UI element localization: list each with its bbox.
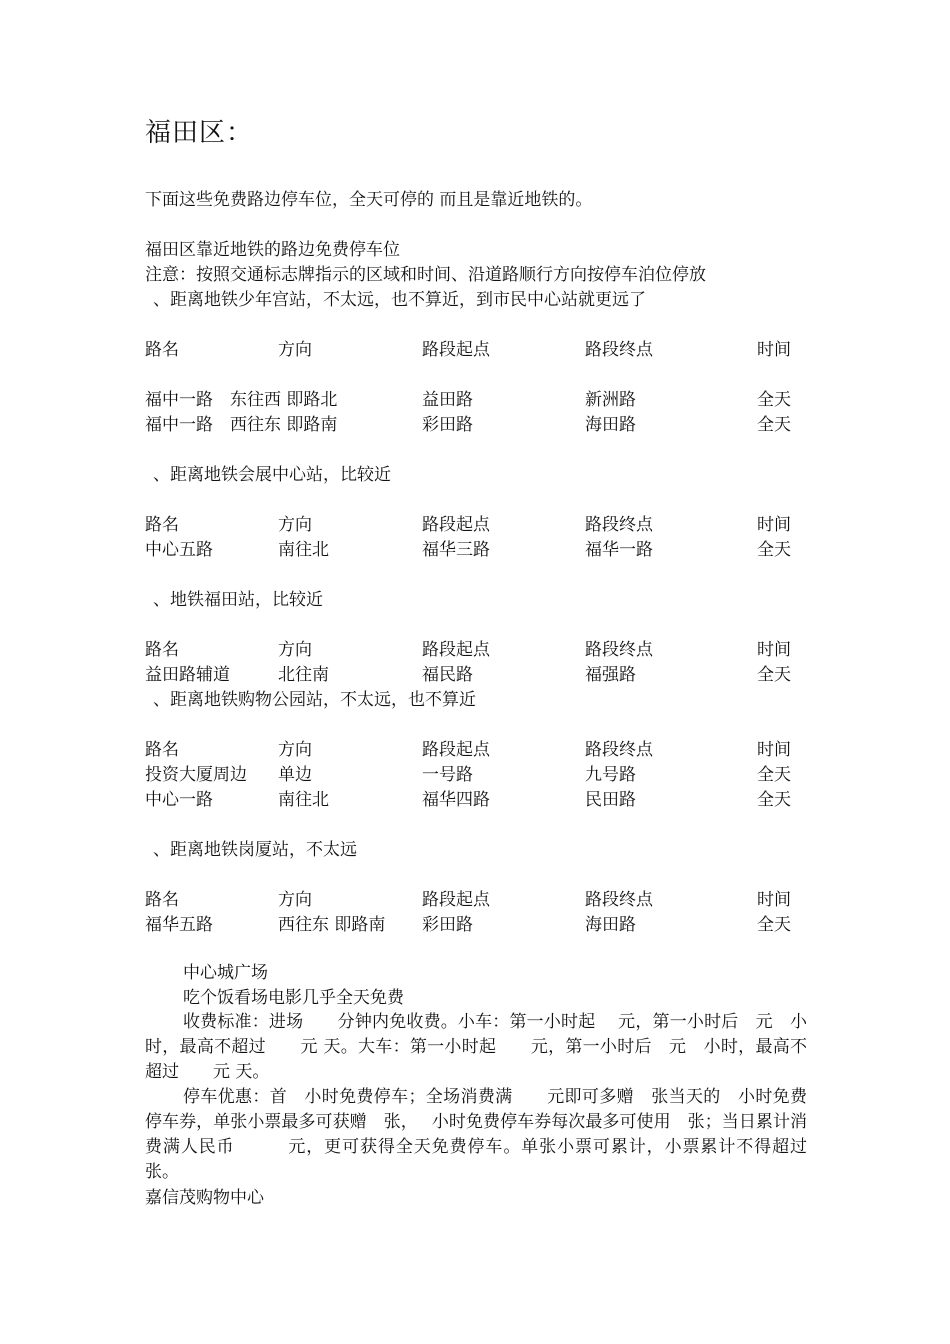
intro-text: 下面这些免费路边停车位，全天可停的 而且是靠近地铁的。 [145, 190, 593, 210]
cell-road: 中心一路 [145, 790, 213, 810]
table-row [0, 790, 950, 810]
cell-road: 益田路辅道 [145, 665, 230, 685]
col-end: 路段终点 [585, 340, 653, 360]
col-road-name: 路名 [145, 890, 179, 910]
table-row [0, 915, 950, 935]
col-time: 时间 [757, 515, 791, 535]
col-start: 路段起点 [422, 515, 490, 535]
col-start: 路段起点 [422, 340, 490, 360]
cell-direction: 西往东 即路南 [230, 415, 338, 435]
col-start: 路段起点 [422, 740, 490, 760]
col-direction: 方向 [278, 740, 312, 760]
table-row [0, 540, 950, 560]
cell-end: 海田路 [585, 415, 636, 435]
cell-direction: 南往北 [278, 540, 329, 560]
cell-end: 九号路 [585, 765, 636, 785]
cell-start: 彩田路 [422, 915, 473, 935]
cell-start: 彩田路 [422, 415, 473, 435]
table-header [0, 515, 950, 535]
parking-discount: 停车优惠：首 小时免费停车；全场消费满 元即可多赠 张当天的 小时免费停车券，单张小票最多可获赠 张， 小时免费停车券每次最多可使用 张；当日累计消费满人民币 元，更可获得全天免费停车。单张小票可累计，小票累计不得超过 张。 [145, 1087, 824, 1182]
subway-section-title: 、距离地铁少年宫站，不太远，也不算近，到市民中心站就更远了 [153, 290, 646, 310]
cell-road: 福中一路 [145, 390, 213, 410]
subway-section-title: 、地铁福田站，比较近 [153, 590, 323, 610]
table-header [0, 740, 950, 760]
table-header [0, 640, 950, 660]
cell-time: 全天 [757, 915, 791, 935]
cell-time: 全天 [757, 790, 791, 810]
table-row [0, 665, 950, 685]
cell-road: 中心五路 [145, 540, 213, 560]
cell-end: 新洲路 [585, 390, 636, 410]
cell-road: 投资大厦周边 [145, 765, 247, 785]
col-time: 时间 [757, 640, 791, 660]
cell-time: 全天 [757, 415, 791, 435]
cell-time: 全天 [757, 665, 791, 685]
cell-end: 民田路 [585, 790, 636, 810]
cell-road: 福华五路 [145, 915, 213, 935]
subway-section-title: 、距离地铁会展中心站，比较近 [153, 465, 391, 485]
cell-end: 福强路 [585, 665, 636, 685]
cell-direction: 单边 [278, 765, 312, 785]
table-row [0, 415, 950, 435]
cell-road: 福中一路 [145, 415, 213, 435]
cell-start: 一号路 [422, 765, 473, 785]
cell-direction: 南往北 [278, 790, 329, 810]
plaza-name: 中心城广场 [183, 963, 268, 983]
page-title: 福田区： [145, 118, 254, 148]
cell-direction: 东往西 即路北 [230, 390, 338, 410]
col-time: 时间 [757, 890, 791, 910]
notice-text: 注意：按照交通标志牌指示的区域和时间、沿道路顺行方向按停车泊位停放 [145, 265, 706, 285]
footer-mall-name: 嘉信茂购物中心 [145, 1188, 264, 1208]
cell-start: 福华三路 [422, 540, 490, 560]
cell-direction: 北往南 [278, 665, 329, 685]
col-time: 时间 [757, 740, 791, 760]
col-start: 路段起点 [422, 890, 490, 910]
col-end: 路段终点 [585, 515, 653, 535]
col-start: 路段起点 [422, 640, 490, 660]
table-header [0, 890, 950, 910]
fee-standard: 收费标准：进场 分钟内免收费。小车：第一小时起 元，第一小时后 元 小时，最高不超过 元 天。大车：第一小时起 元，第一小时后 元 小时，最高不超过 元 天。 [145, 1012, 807, 1082]
col-time: 时间 [757, 340, 791, 360]
cell-time: 全天 [757, 390, 791, 410]
col-road-name: 路名 [145, 640, 179, 660]
plaza-subtitle: 吃个饭看场电影几乎全天免费 [183, 988, 404, 1008]
subway-section-title: 、距离地铁购物公园站，不太远，也不算近 [153, 690, 476, 710]
col-road-name: 路名 [145, 340, 179, 360]
cell-time: 全天 [757, 540, 791, 560]
cell-start: 益田路 [422, 390, 473, 410]
cell-time: 全天 [757, 765, 791, 785]
table-row [0, 765, 950, 785]
cell-end: 海田路 [585, 915, 636, 935]
col-direction: 方向 [278, 890, 312, 910]
col-end: 路段终点 [585, 740, 653, 760]
col-direction: 方向 [278, 340, 312, 360]
cell-end: 福华一路 [585, 540, 653, 560]
col-road-name: 路名 [145, 740, 179, 760]
cell-direction: 西往东 即路南 [278, 915, 386, 935]
col-end: 路段终点 [585, 640, 653, 660]
col-road-name: 路名 [145, 515, 179, 535]
col-direction: 方向 [278, 640, 312, 660]
section-heading: 福田区靠近地铁的路边免费停车位 [145, 240, 400, 260]
cell-start: 福华四路 [422, 790, 490, 810]
table-header [0, 340, 950, 360]
col-end: 路段终点 [585, 890, 653, 910]
table-row [0, 390, 950, 410]
cell-start: 福民路 [422, 665, 473, 685]
subway-section-title: 、距离地铁岗厦站，不太远 [153, 840, 357, 860]
col-direction: 方向 [278, 515, 312, 535]
